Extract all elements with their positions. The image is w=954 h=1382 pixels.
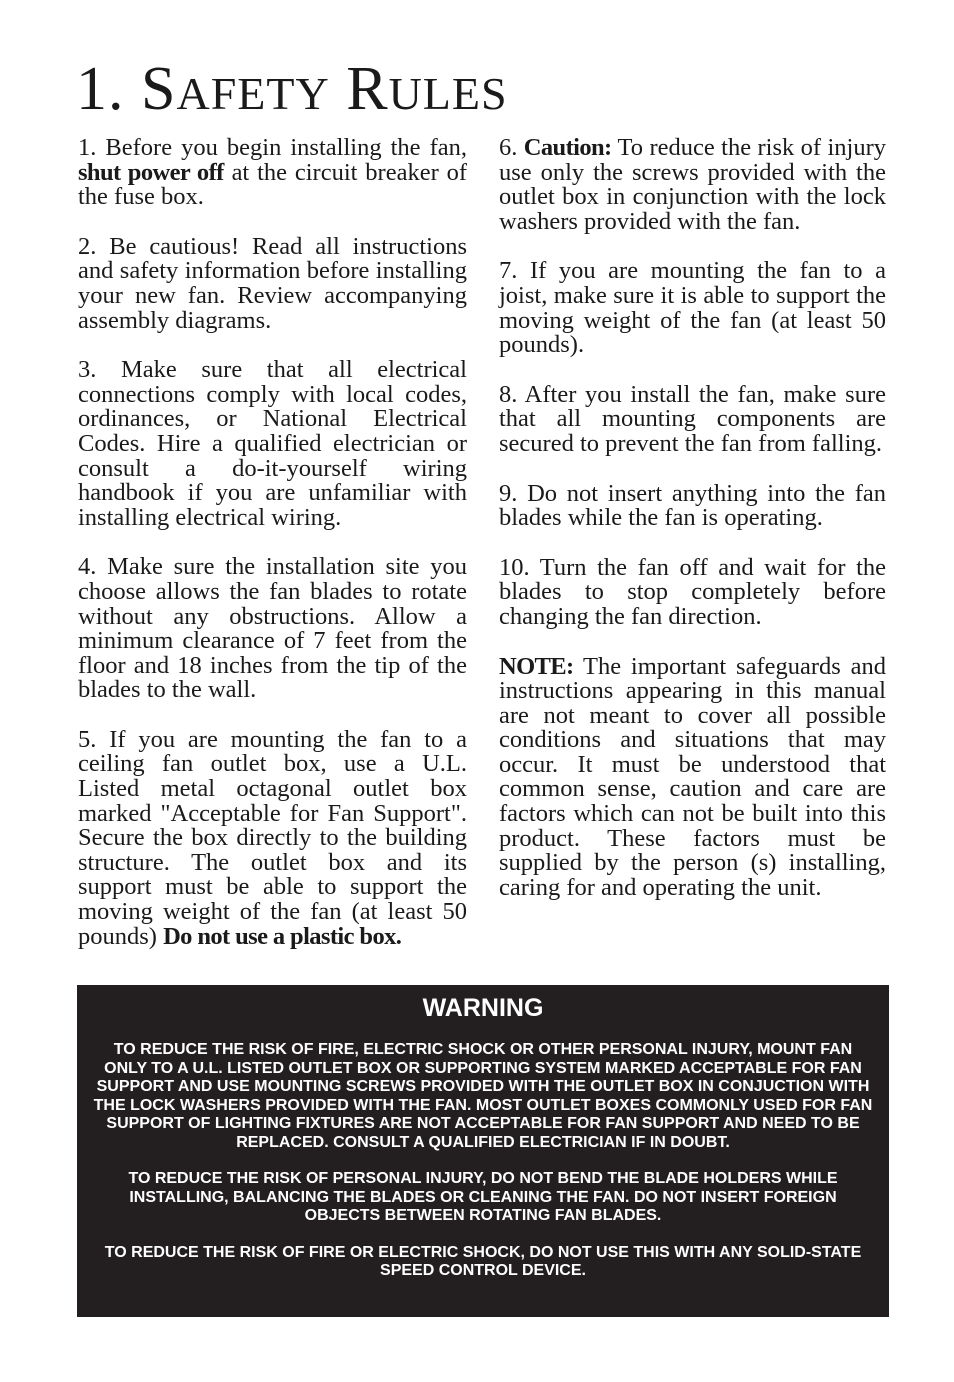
right-column [499, 136, 886, 925]
rule-1-text-end: at the circuit breaker of the fuse box. [78, 158, 468, 211]
rule-4: 4. Make sure the installation site you choose allows the fan blades to rotate without any obstructions. Allow a minimum clearance of 7 feet from the floor and 18 inches from the tip of the blades to the wall. [78, 553, 467, 704]
rule-1-text: 1. Before you begin installing the fan, [78, 134, 467, 161]
rule-6-number: 6. [499, 134, 518, 161]
rule-7: 7. If you are mounting the fan to a joist, make sure it is able to support the moving weight of the fan (at least 50 pounds). [499, 257, 886, 359]
warning-paragraph-1: TO REDUCE THE RISK OF FIRE, ELECTRIC SHOCK OR OTHER PERSONAL INJURY, MOUNT FAN ONLY TO A U.L. LISTED OUTLET BOX OR SUPPORTING SYSTEM MARKED ACCEPTABLE FOR FAN SUPPORT AND USE MOUNTING SCREWS PROVIDED WITH THE OUTLET BOX IN CONJUCTION WITH THE LOCK WASHERS PROVIDED WITH THE FAN. MOST OUTLET BOXES COMMONLY USED FOR FAN SUPPORT OF LIGHTING FIXTURES ARE NOT ACCEPTABLE FOR FAN SUPPORT AND NEED TO BE REPLACED. CONSULT A QUALIFIED ELECTRICIAN IF IN DOUBT. [93, 1041, 873, 1151]
left-column [78, 136, 467, 974]
rule-3: 3. Make sure that all electrical connections comply with local codes, ordinances, or National Electrical Codes. Hire a qualified electrician or consult a do-it-yourself wiring handbook if you are unfamiliar with installing electrical wiring. [78, 356, 467, 531]
title-number: 1. [76, 55, 125, 123]
note [499, 652, 887, 901]
rule-5-text: 5. If you are mounting the fan to a ceiling fan outlet box, use a U.L. Listed metal octagonal outlet box marked "Acceptable for Fan Support". Secure the box directly to the building structure. The outlet box and its support must be able to support the moving weight of the fan (at least 50 pounds) [78, 725, 467, 950]
title-initial-r: R [346, 55, 389, 123]
rule-9: 9. Do not insert anything into the fan blades while the fan is operating. [499, 479, 886, 532]
rule-5-emphasis: Do not use a plastic box. [163, 922, 402, 950]
rule-10: 10. Turn the fan off and wait for the blades to stop completely before changing the fan direction. [499, 553, 886, 630]
rule-6 [499, 136, 886, 234]
rule-6-text: To reduce the risk of injury use only the screws provided with the outlet box in conjunction with the lock washers provided with the fan. [499, 134, 886, 235]
warning-paragraph-3: TO REDUCE THE RISK OF FIRE OR ELECTRIC SHOCK, DO NOT USE THIS WITH ANY SOLID-STATE SPEED CONTROL DEVICE. [104, 1243, 862, 1279]
rule-2: 2. Be cautious! Read all instructions and safety information before installing your new fan. Review accompanying assembly diagrams. [78, 232, 467, 334]
rule-5 [78, 725, 467, 950]
title-initial-s: S [141, 55, 177, 123]
note-label: NOTE: [499, 652, 574, 680]
rule-8: 8. After you install the fan, make sure that all mounting components are secured to prevent the fan from falling. [499, 380, 886, 457]
rule-6-emphasis: Caution: [523, 134, 612, 161]
note-text: The important safeguards and instructions appearing in this manual are not meant to cover all possible conditions and situations that may occur. It must be understood that common sense, caution and care are factors which can not be built into this product. These factors must be supplied by the person (s) installing, caring for and operating the unit. [499, 652, 887, 901]
rule-1-emphasis: shut power off [78, 158, 224, 186]
title-smallcaps-afety: AFETY [176, 68, 330, 119]
warning-paragraph-2: TO REDUCE THE RISK OF PERSONAL INJURY, DO NOT BEND THE BLADE HOLDERS WHILE INSTALLING, BALANCING THE BLADES OR CLEANING THE FAN. DO NOT INSERT FOREIGN OBJECTS BETWEEN ROTATING FAN BLADES. [128, 1170, 838, 1224]
page-title [76, 55, 508, 125]
warning-box [77, 985, 889, 1317]
title-smallcaps-ules: ULES [388, 68, 508, 119]
rule-1 [78, 136, 467, 210]
warning-title: WARNING [422, 994, 544, 1022]
